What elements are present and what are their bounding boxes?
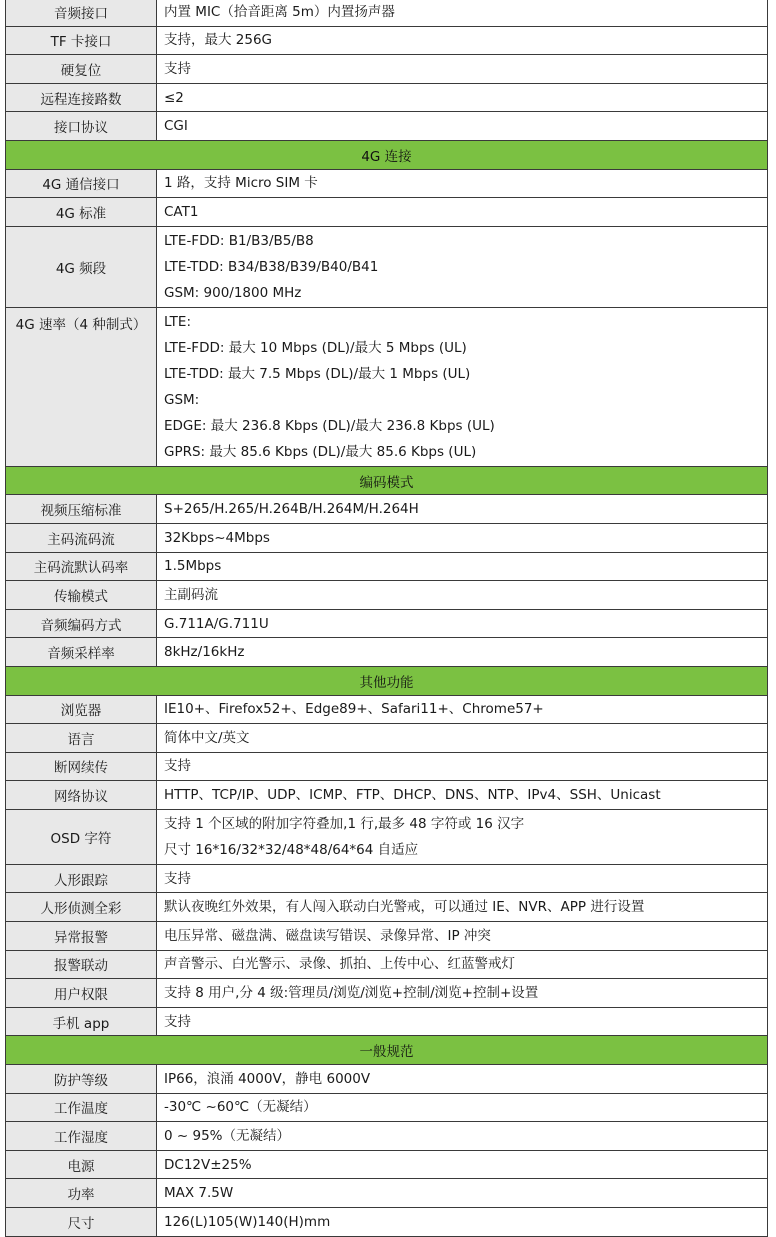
spec-value-line: 支持 8 用户,分 4 级:管理员/浏览/浏览+控制/浏览+控制+设置 (164, 985, 539, 1002)
spec-value-line: DC12V±25% (164, 1156, 252, 1173)
spec-row (6, 552, 768, 581)
spec-value-line: 支持，最大 256G (164, 32, 273, 49)
spec-label: 主码流码流 (6, 523, 157, 552)
spec-value (157, 752, 768, 781)
spec-value (157, 1093, 768, 1122)
section-header (6, 1036, 768, 1065)
spec-row (6, 1093, 768, 1122)
spec-value (157, 495, 768, 524)
spec-value (157, 83, 768, 112)
spec-label: 异常报警 (6, 922, 157, 951)
spec-value (157, 552, 768, 581)
spec-label: 视频压缩标准 (6, 495, 157, 524)
spec-row (6, 1007, 768, 1036)
spec-row (6, 1179, 768, 1208)
spec-label: 4G 标准 (6, 198, 157, 227)
spec-row (6, 922, 768, 951)
spec-row (6, 307, 768, 466)
spec-value-line: CAT1 (164, 203, 199, 220)
spec-value-line: 主副码流 (164, 586, 218, 603)
spec-value (157, 198, 768, 227)
spec-value-line: 支持 (164, 870, 191, 887)
spec-value (157, 1150, 768, 1179)
spec-label: 硬复位 (6, 55, 157, 84)
spec-row (6, 950, 768, 979)
spec-row (6, 1150, 768, 1179)
spec-value-line: 尺寸 16*16/32*32/48*48/64*64 自适应 (164, 841, 419, 858)
spec-label: 手机 app (6, 1007, 157, 1036)
spec-value-line: GSM: 900/1800 MHz (164, 284, 302, 301)
spec-value-line: LTE-TDD: 最大 7.5 Mbps (DL)/最大 1 Mbps (UL) (164, 365, 471, 382)
spec-value (157, 781, 768, 810)
spec-label: 传输模式 (6, 581, 157, 610)
spec-row (6, 523, 768, 552)
spec-label: TF 卡接口 (6, 26, 157, 55)
spec-value-line: 支持 1 个区域的附加字符叠加,1 行,最多 48 字符或 16 汉字 (164, 815, 525, 832)
spec-label: 报警联动 (6, 950, 157, 979)
spec-value-line: EDGE: 最大 236.8 Kbps (DL)/最大 236.8 Kbps (UL) (164, 417, 495, 434)
spec-value (157, 724, 768, 753)
spec-value-line: 1 路，支持 Micro SIM 卡 (164, 175, 318, 192)
spec-value-line: IP66，浪涌 4000V，静电 6000V (164, 1070, 371, 1087)
spec-row (6, 638, 768, 667)
spec-value-line: MAX 7.5W (164, 1185, 234, 1202)
spec-value-line: 0 ~ 95%（无凝结） (164, 1128, 290, 1145)
spec-value (157, 609, 768, 638)
spec-row (6, 0, 768, 26)
section-header (6, 666, 768, 695)
spec-value-line: S+265/H.265/H.264B/H.264M/H.264H (164, 501, 419, 518)
spec-label: 防护等级 (6, 1065, 157, 1094)
section-header (6, 140, 768, 169)
spec-table (5, 0, 768, 1237)
spec-row (6, 198, 768, 227)
spec-value-line: 简体中文/英文 (164, 729, 250, 746)
spec-row (6, 809, 768, 864)
spec-value-line: GSM: (164, 391, 200, 408)
spec-value-line: 126(L)105(W)140(H)mm (164, 1213, 331, 1230)
spec-value-line: 32Kbps~4Mbps (164, 529, 270, 546)
spec-label: 工作湿度 (6, 1122, 157, 1151)
spec-sheet (5, 0, 768, 1237)
spec-label: 浏览器 (6, 695, 157, 724)
spec-row (6, 26, 768, 55)
spec-row (6, 55, 768, 84)
section-title: 4G 连接 (6, 140, 768, 169)
section-title: 其他功能 (6, 666, 768, 695)
spec-value (157, 26, 768, 55)
spec-value (157, 1065, 768, 1094)
spec-row (6, 752, 768, 781)
spec-row (6, 781, 768, 810)
spec-row (6, 226, 768, 307)
section-title: 一般规范 (6, 1036, 768, 1065)
spec-row (6, 695, 768, 724)
spec-row (6, 724, 768, 753)
spec-value (157, 638, 768, 667)
spec-row (6, 581, 768, 610)
spec-value-line: LTE-TDD: B34/B38/B39/B40/B41 (164, 258, 379, 275)
spec-label: 4G 通信接口 (6, 169, 157, 198)
spec-value (157, 112, 768, 141)
spec-row (6, 1065, 768, 1094)
spec-label: 用户权限 (6, 979, 157, 1008)
spec-label: 主码流默认码率 (6, 552, 157, 581)
spec-row (6, 83, 768, 112)
spec-value (157, 864, 768, 893)
spec-value-line: 支持 (164, 60, 191, 77)
spec-value-line: LTE-FDD: B1/B3/B5/B8 (164, 232, 314, 249)
section-title: 编码模式 (6, 466, 768, 495)
spec-value-line: 默认夜晚红外效果，有人闯入联动白光警戒，可以通过 IE、NVR、APP 进行设置 (164, 899, 645, 916)
spec-table-body (6, 0, 768, 1236)
spec-label: 4G 速率（4 种制式） (6, 307, 157, 466)
spec-value-line: 电压异常、磁盘满、磁盘读写错误、录像异常、IP 冲突 (164, 927, 491, 944)
spec-value-line: LTE: (164, 313, 191, 330)
spec-value (157, 169, 768, 198)
spec-value (157, 922, 768, 951)
spec-value-line: -30℃ ~60℃（无凝结） (164, 1099, 317, 1116)
spec-label: 电源 (6, 1150, 157, 1179)
spec-label: OSD 字符 (6, 809, 157, 864)
spec-value (157, 1179, 768, 1208)
spec-value-line: 8kHz/16kHz (164, 644, 245, 661)
spec-row (6, 495, 768, 524)
spec-value (157, 1007, 768, 1036)
spec-value (157, 0, 768, 26)
spec-value (157, 1208, 768, 1237)
spec-label: 语言 (6, 724, 157, 753)
spec-row (6, 864, 768, 893)
spec-row (6, 1122, 768, 1151)
spec-row (6, 112, 768, 141)
spec-value-line: LTE-FDD: 最大 10 Mbps (DL)/最大 5 Mbps (UL) (164, 339, 467, 356)
spec-value (157, 893, 768, 922)
spec-label: 音频采样率 (6, 638, 157, 667)
spec-value-line: 声音警示、白光警示、录像、抓拍、上传中心、红蓝警戒灯 (164, 956, 515, 973)
spec-value (157, 581, 768, 610)
spec-value-line: GPRS: 最大 85.6 Kbps (DL)/最大 85.6 Kbps (UL) (164, 443, 477, 460)
spec-value (157, 226, 768, 307)
spec-label: 尺寸 (6, 1208, 157, 1237)
spec-value (157, 979, 768, 1008)
spec-label: 功率 (6, 1179, 157, 1208)
spec-label: 4G 频段 (6, 226, 157, 307)
spec-value (157, 695, 768, 724)
section-header (6, 466, 768, 495)
spec-value (157, 950, 768, 979)
spec-row (6, 979, 768, 1008)
spec-value (157, 307, 768, 466)
spec-value-line: G.711A/G.711U (164, 615, 269, 632)
spec-label: 断网续传 (6, 752, 157, 781)
spec-label: 网络协议 (6, 781, 157, 810)
spec-label: 接口协议 (6, 112, 157, 141)
spec-value-line: 支持 (164, 1013, 191, 1030)
spec-value-line: ≤2 (164, 89, 184, 106)
spec-label: 远程连接路数 (6, 83, 157, 112)
spec-value-line: IE10+、Firefox52+、Edge89+、Safari11+、Chrome57+ (164, 701, 544, 718)
spec-value (157, 1122, 768, 1151)
spec-value-line: CGI (164, 118, 188, 135)
spec-label: 工作温度 (6, 1093, 157, 1122)
spec-label: 音频接口 (6, 0, 157, 26)
spec-row (6, 169, 768, 198)
spec-label: 人形跟踪 (6, 864, 157, 893)
spec-value-line: 支持 (164, 758, 191, 775)
spec-row (6, 609, 768, 638)
spec-value-line: HTTP、TCP/IP、UDP、ICMP、FTP、DHCP、DNS、NTP、IPv4、SSH、Unicast (164, 787, 661, 804)
spec-value-line: 1.5Mbps (164, 558, 222, 575)
spec-label: 人形侦测全彩 (6, 893, 157, 922)
spec-value (157, 523, 768, 552)
spec-label: 音频编码方式 (6, 609, 157, 638)
spec-value-line: 内置 MIC（拾音距离 5m）内置扬声器 (164, 3, 395, 20)
spec-row (6, 893, 768, 922)
spec-value (157, 55, 768, 84)
spec-row (6, 1208, 768, 1237)
spec-value (157, 809, 768, 864)
